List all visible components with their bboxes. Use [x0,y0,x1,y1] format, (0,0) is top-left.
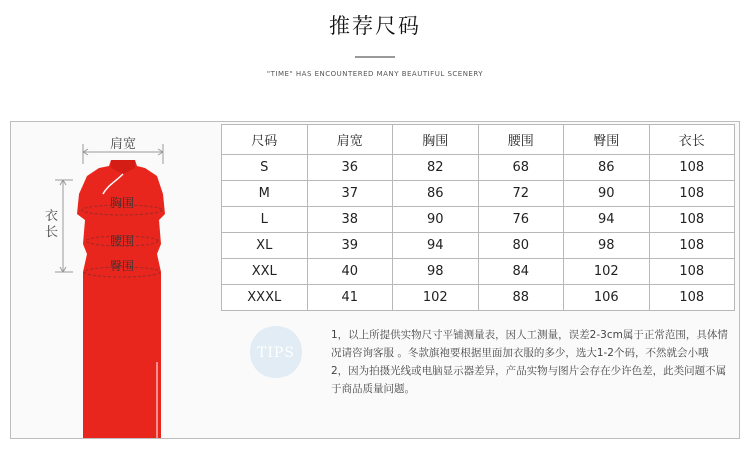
tips-badge-text: TIPS [257,345,295,361]
cell-hip: 90 [564,181,650,207]
tips-note-1: 1，以上所提供实物尺寸平铺测量表，因人工测量，误差2-3cm属于正常范围，具体情况请咨询客服 。冬款旗袍要根据里面加衣服的多少，选大1-2个码，不然就会小哦 [331,329,728,359]
cell-waist: 68 [478,155,564,181]
cell-bust: 98 [393,259,479,285]
tips-note-2: 2，因为拍摄光线或电脑显示器差异，产品实物与图片会存在少许色差，此类问题不属于商品质量问题。 [331,365,727,395]
cell-size: XL [222,233,308,259]
cell-waist: 88 [478,285,564,311]
cell-hip: 86 [564,155,650,181]
cell-shoulder: 38 [307,207,393,233]
cell-size: S [222,155,308,181]
table-row [222,233,735,259]
header-waist: 腰围 [478,125,564,155]
cell-waist: 72 [478,181,564,207]
table-header-row [222,125,735,155]
cell-hip: 106 [564,285,650,311]
table-row [222,155,735,181]
cell-length: 108 [649,155,735,181]
cell-size: XXL [222,259,308,285]
table-row [222,259,735,285]
cell-bust: 94 [393,233,479,259]
cell-shoulder: 37 [307,181,393,207]
length-label-2: 长 [45,225,59,240]
size-chart-panel [10,121,740,439]
cell-bust: 82 [393,155,479,181]
size-table [221,124,735,311]
cell-bust: 102 [393,285,479,311]
cell-hip: 98 [564,233,650,259]
tips-section [221,296,735,434]
cell-shoulder: 39 [307,233,393,259]
header-shoulder: 肩宽 [307,125,393,155]
shoulder-label: 肩宽 [109,137,137,152]
cell-length: 108 [649,181,735,207]
cell-shoulder: 36 [307,155,393,181]
cell-bust: 90 [393,207,479,233]
header-length: 衣长 [649,125,735,155]
cell-shoulder: 40 [307,259,393,285]
size-table-wrap [221,124,735,311]
page-title: 推荐尺码 [329,14,421,38]
waist-label: 腰围 [109,234,135,248]
header-hip: 臀围 [564,125,650,155]
cell-bust: 86 [393,181,479,207]
tips-notes [331,326,731,398]
cell-waist: 76 [478,207,564,233]
dress-illustration [11,122,219,438]
cell-waist: 84 [478,259,564,285]
cell-hip: 102 [564,259,650,285]
bust-label: 胸围 [109,196,135,210]
cell-length: 108 [649,259,735,285]
length-label-1: 衣 [45,209,59,224]
table-row [222,207,735,233]
cell-length: 108 [649,285,735,311]
table-row [222,181,735,207]
dress-diagram [11,122,219,438]
hip-label: 臀围 [109,259,135,273]
cell-size: XXXL [222,285,308,311]
cell-size: L [222,207,308,233]
cell-waist: 80 [478,233,564,259]
cell-length: 108 [649,233,735,259]
header-bust: 胸围 [393,125,479,155]
cell-length: 108 [649,207,735,233]
page-subtitle: "TIME" HAS ENCOUNTERED MANY BEAUTIFUL SCENERY [266,70,484,78]
cell-shoulder: 41 [307,285,393,311]
cell-hip: 94 [564,207,650,233]
header-size: 尺码 [222,125,308,155]
tips-badge-icon [246,322,306,382]
cell-size: M [222,181,308,207]
length-label [45,209,62,240]
title-divider [355,56,395,58]
